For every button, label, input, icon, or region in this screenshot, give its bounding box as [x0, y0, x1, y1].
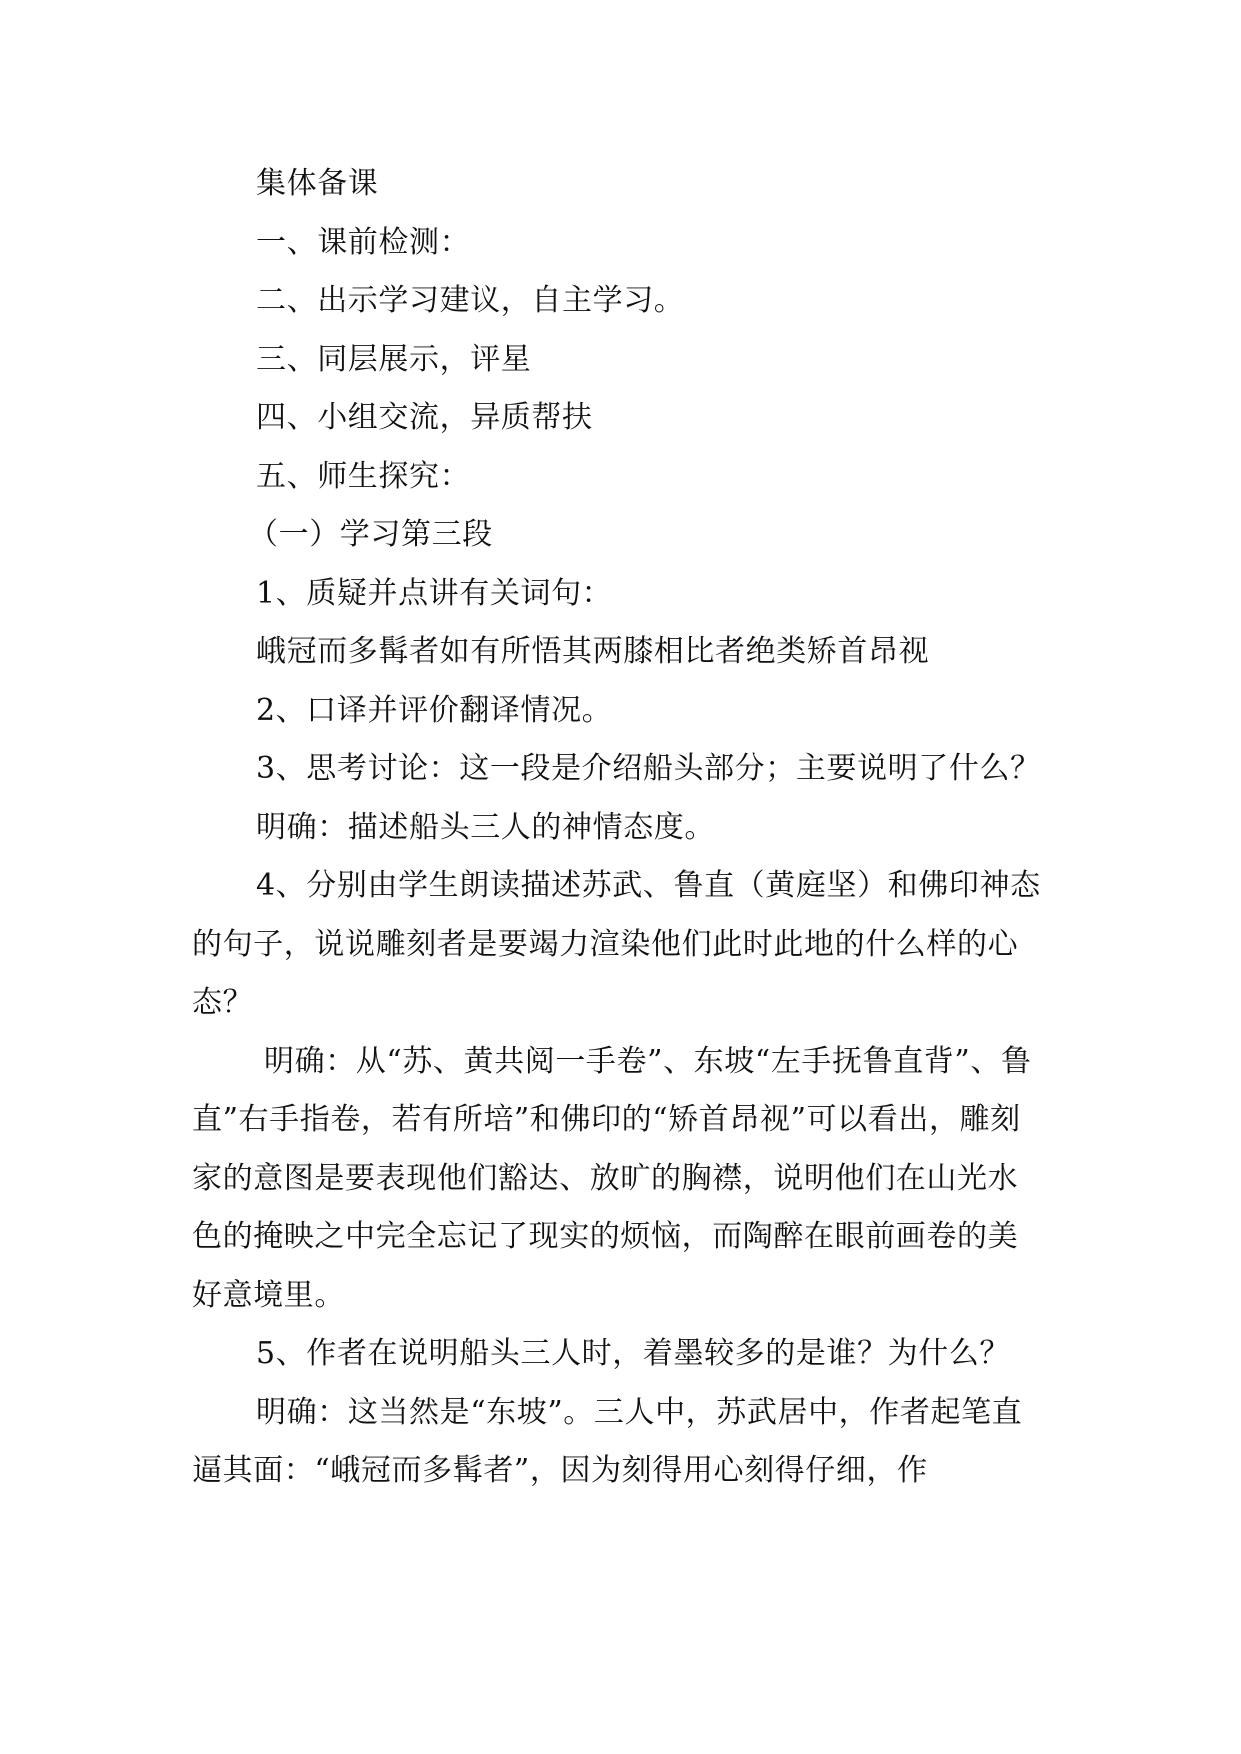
- item-1-question-words: 1、质疑并点讲有关词句：: [256, 575, 613, 611]
- answer-5: 明确：这当然是“东坡”。三人中，苏武居中，作者起笔直逼其面：“峨冠而多髯者”，因为刻得用心刻得仔细，作: [192, 1394, 1023, 1488]
- subsection-third-paragraph: （一）学习第三段: [248, 517, 493, 552]
- step-2-study-suggestions: 二、出示学习建议，自主学习。: [256, 283, 685, 318]
- item-5-question: 5、作者在说明船头三人时，着墨较多的是谁？为什么？: [256, 1336, 1011, 1371]
- step-4-group-exchange: 四、小组交流，异质帮扶: [256, 400, 593, 435]
- step-1-pre-class-check: 一、课前检测：: [256, 224, 471, 260]
- answer-4: 明确：从“苏、黄共阅一手卷”、东坡“左手抚鲁直背”、鲁直”右手指卷，若有所培”和佛印的“矫首昂视”可以看出，雕刻家的意图是要表现他们豁达、放旷的胸襟，说明他们在山光水色的掩映之中完全忘记了现实的烦恼，而陶醉在眼前画卷的美好意境里。: [192, 1043, 1032, 1313]
- heading-collective-lesson-prep: 集体备课: [256, 166, 379, 201]
- step-3-same-level-display: 三、同层展示，评星: [256, 341, 532, 377]
- item-4-reading: 4、分别由学生朗读描述苏武、鲁直（黄庭坚）和佛印神态的句子，说说雕刻者是要竭力渲染他们此时此地的什么样的心态？: [192, 868, 1041, 1020]
- item-3-discussion: 3、思考讨论：这一段是介绍船头部分；主要说明了什么？: [256, 751, 1041, 786]
- document-body: [192, 155, 1048, 1501]
- key-words-list: 峨冠而多髯者如有所悟其两膝相比者绝类矫首昂视: [256, 634, 930, 669]
- item-2-oral-translation: 2、口译并评价翻译情况。: [256, 692, 613, 728]
- step-5-teacher-student-inquiry: 五、师生探究：: [256, 458, 471, 494]
- answer-3: 明确：描述船头三人的神情态度。: [256, 809, 715, 845]
